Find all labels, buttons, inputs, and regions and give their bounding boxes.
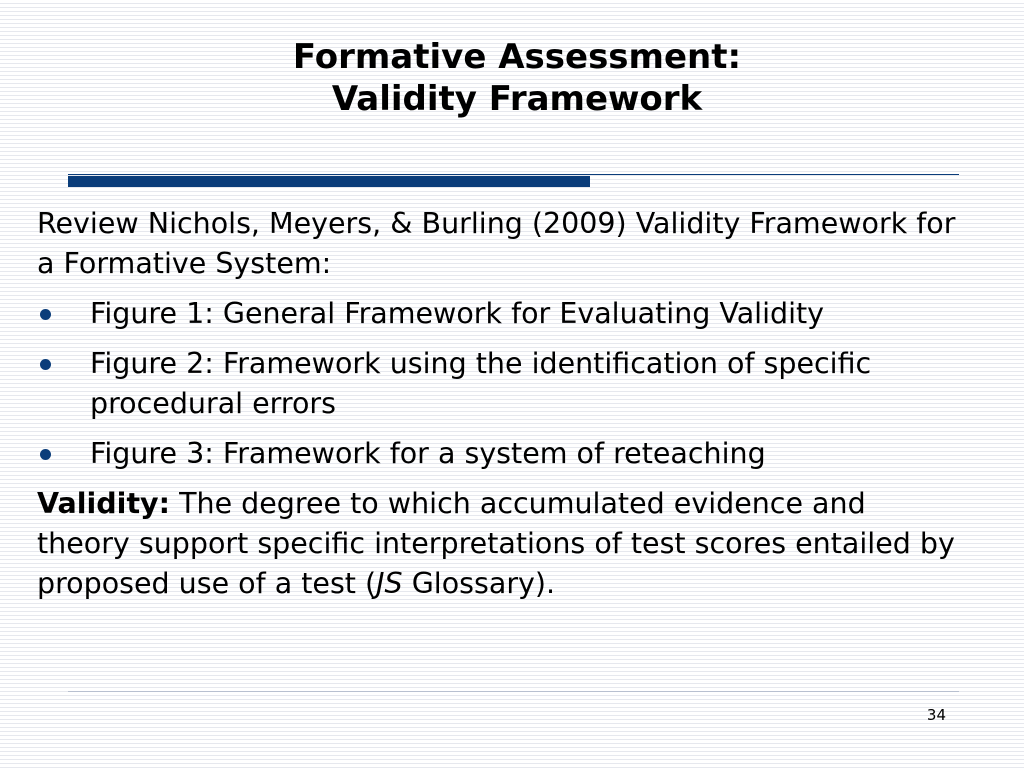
definition-italic-source: JS	[376, 567, 403, 600]
figure-bullet-list	[37, 294, 967, 474]
bullet-text: Figure 2: Framework using the identification of specific procedural errors	[90, 347, 872, 420]
title-line-1: Formative Assessment:	[292, 37, 742, 77]
bullet-dot-icon	[40, 309, 51, 320]
footer-divider-line	[68, 691, 959, 692]
definition-text: The degree to which accumulated evidence and theory support specific interpretations of test scores entailed by proposed use of a test (	[37, 487, 955, 600]
definition-text-end: Glossary).	[402, 567, 556, 600]
bullet-text: Figure 3: Framework for a system of reteaching	[90, 437, 766, 470]
definition-term: Validity:	[37, 487, 171, 520]
bullet-dot-icon	[40, 359, 51, 370]
bullet-item-figure-3	[37, 434, 967, 474]
title-accent-bar	[68, 176, 590, 187]
bullet-item-figure-2	[37, 344, 967, 424]
bullet-text: Figure 1: General Framework for Evaluating Validity	[90, 297, 825, 330]
bullet-dot-icon	[40, 449, 51, 460]
title-line-2: Validity Framework	[331, 79, 703, 119]
intro-paragraph: Review Nichols, Meyers, & Burling (2009) Validity Framework for a Formative System:	[37, 207, 956, 280]
title-divider-line	[68, 174, 959, 175]
bullet-item-figure-1	[37, 294, 967, 334]
page-number: 34	[926, 706, 946, 724]
slide-title	[0, 36, 1024, 120]
validity-definition	[37, 484, 967, 604]
slide-content	[37, 204, 967, 614]
